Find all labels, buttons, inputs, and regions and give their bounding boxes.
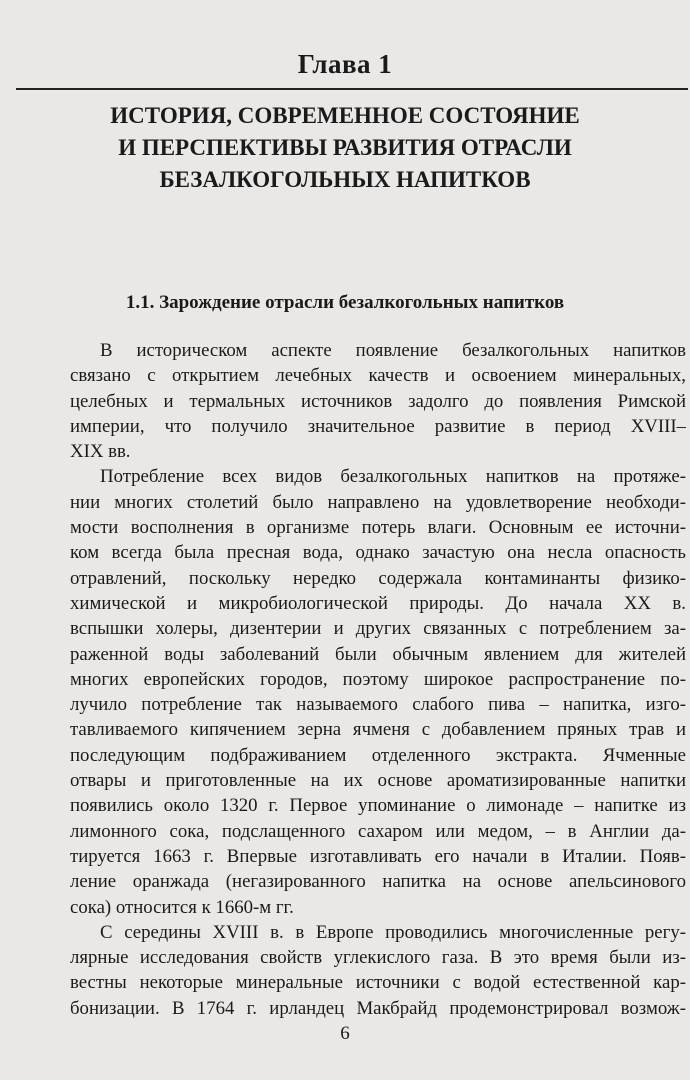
text-line: мости восполнения в организме потерь влаги. Основным ее источни- bbox=[70, 517, 686, 539]
chapter-title-line: И ПЕРСПЕКТИВЫ РАЗВИТИЯ ОТРАСЛИ bbox=[118, 135, 572, 160]
text-line: раженной воды заболеваний были обычным явлением для жителей bbox=[70, 643, 686, 665]
text-line: лимонного сока, подслащенного сахаром или медом, – в Англии да- bbox=[70, 820, 686, 842]
text-line: бонизации. В 1764 г. ирландец Макбрайд продемонстрировал возмож- bbox=[70, 997, 686, 1019]
page-number: 6 bbox=[340, 1023, 350, 1044]
text-line: тавливаемого кипячением зерна ячменя с добавлением пряных трав и bbox=[70, 719, 686, 741]
text-line: ление оранжада (негазированного напитка на основе апельсинового bbox=[70, 871, 686, 893]
text-line: отвары и приготовленные на их основе ароматизированные напитки bbox=[70, 770, 686, 792]
text-line: вестны некоторые минеральные источники с водой естественной кар- bbox=[70, 972, 686, 994]
text-line: сока) относится к 1660-м гг. bbox=[70, 896, 294, 918]
text-line: отравлений, поскольку нередко содержала контаминанты физико- bbox=[70, 567, 686, 589]
text-line: вспышки холеры, дизентерии и других связанных с потреблением за- bbox=[70, 618, 686, 640]
text-line: империи, что получило значительное развитие в период XVIII– bbox=[70, 415, 686, 437]
body-text bbox=[70, 338, 686, 1021]
chapter-label: Глава 1 bbox=[297, 49, 393, 79]
text-line: XIX вв. bbox=[70, 441, 131, 463]
text-line: лярные исследования свойств углекислого газа. В это время были из- bbox=[70, 947, 686, 969]
text-line: связано с открытием лечебных качеств и освоением минеральных, bbox=[70, 365, 686, 387]
text-line: целебных и термальных источников задолго до появления Римской bbox=[70, 390, 686, 412]
paragraph bbox=[70, 338, 686, 464]
text-line: нии многих столетий было направлено на удовлетворение необходи- bbox=[70, 491, 686, 513]
section-heading: 1.1. Зарождение отрасли безалкогольных напитков bbox=[125, 292, 565, 313]
chapter-title-line: БЕЗАЛКОГОЛЬНЫХ НАПИТКОВ bbox=[159, 167, 531, 192]
text-line: лучило потребление так называемого слабого пива – напитка, изго- bbox=[70, 694, 686, 716]
chapter-title bbox=[40, 100, 650, 196]
text-line: химической и микробиологической природы. До начала XX в. bbox=[70, 592, 686, 614]
text-line: Потребление всех видов безалкогольных напитков на протяже- bbox=[100, 466, 686, 488]
text-line: многих европейских городов, поэтому широкое распространение по- bbox=[70, 668, 686, 690]
text-line: С середины XVIII в. в Европе проводились многочисленные регу- bbox=[100, 921, 686, 943]
text-line: В историческом аспекте появление безалкогольных напитков bbox=[100, 340, 686, 361]
text-line: тируется 1663 г. Впервые изготавливать его начали в Италии. Появ- bbox=[70, 845, 686, 867]
text-line: появились около 1320 г. Первое упоминание о лимонаде – напитке из bbox=[70, 795, 686, 817]
text-line: последующим подбраживанием отделенного экстракта. Ячменные bbox=[70, 744, 686, 766]
chapter-title-line: ИСТОРИЯ, СОВРЕМЕННОЕ СОСТОЯНИЕ bbox=[110, 103, 580, 128]
text-line: ком всегда была пресная вода, однако зачастую она несла опасность bbox=[70, 542, 686, 564]
chapter-header bbox=[0, 48, 690, 80]
chapter-divider bbox=[16, 88, 688, 90]
paragraph bbox=[70, 464, 686, 919]
paragraph bbox=[70, 920, 686, 1021]
